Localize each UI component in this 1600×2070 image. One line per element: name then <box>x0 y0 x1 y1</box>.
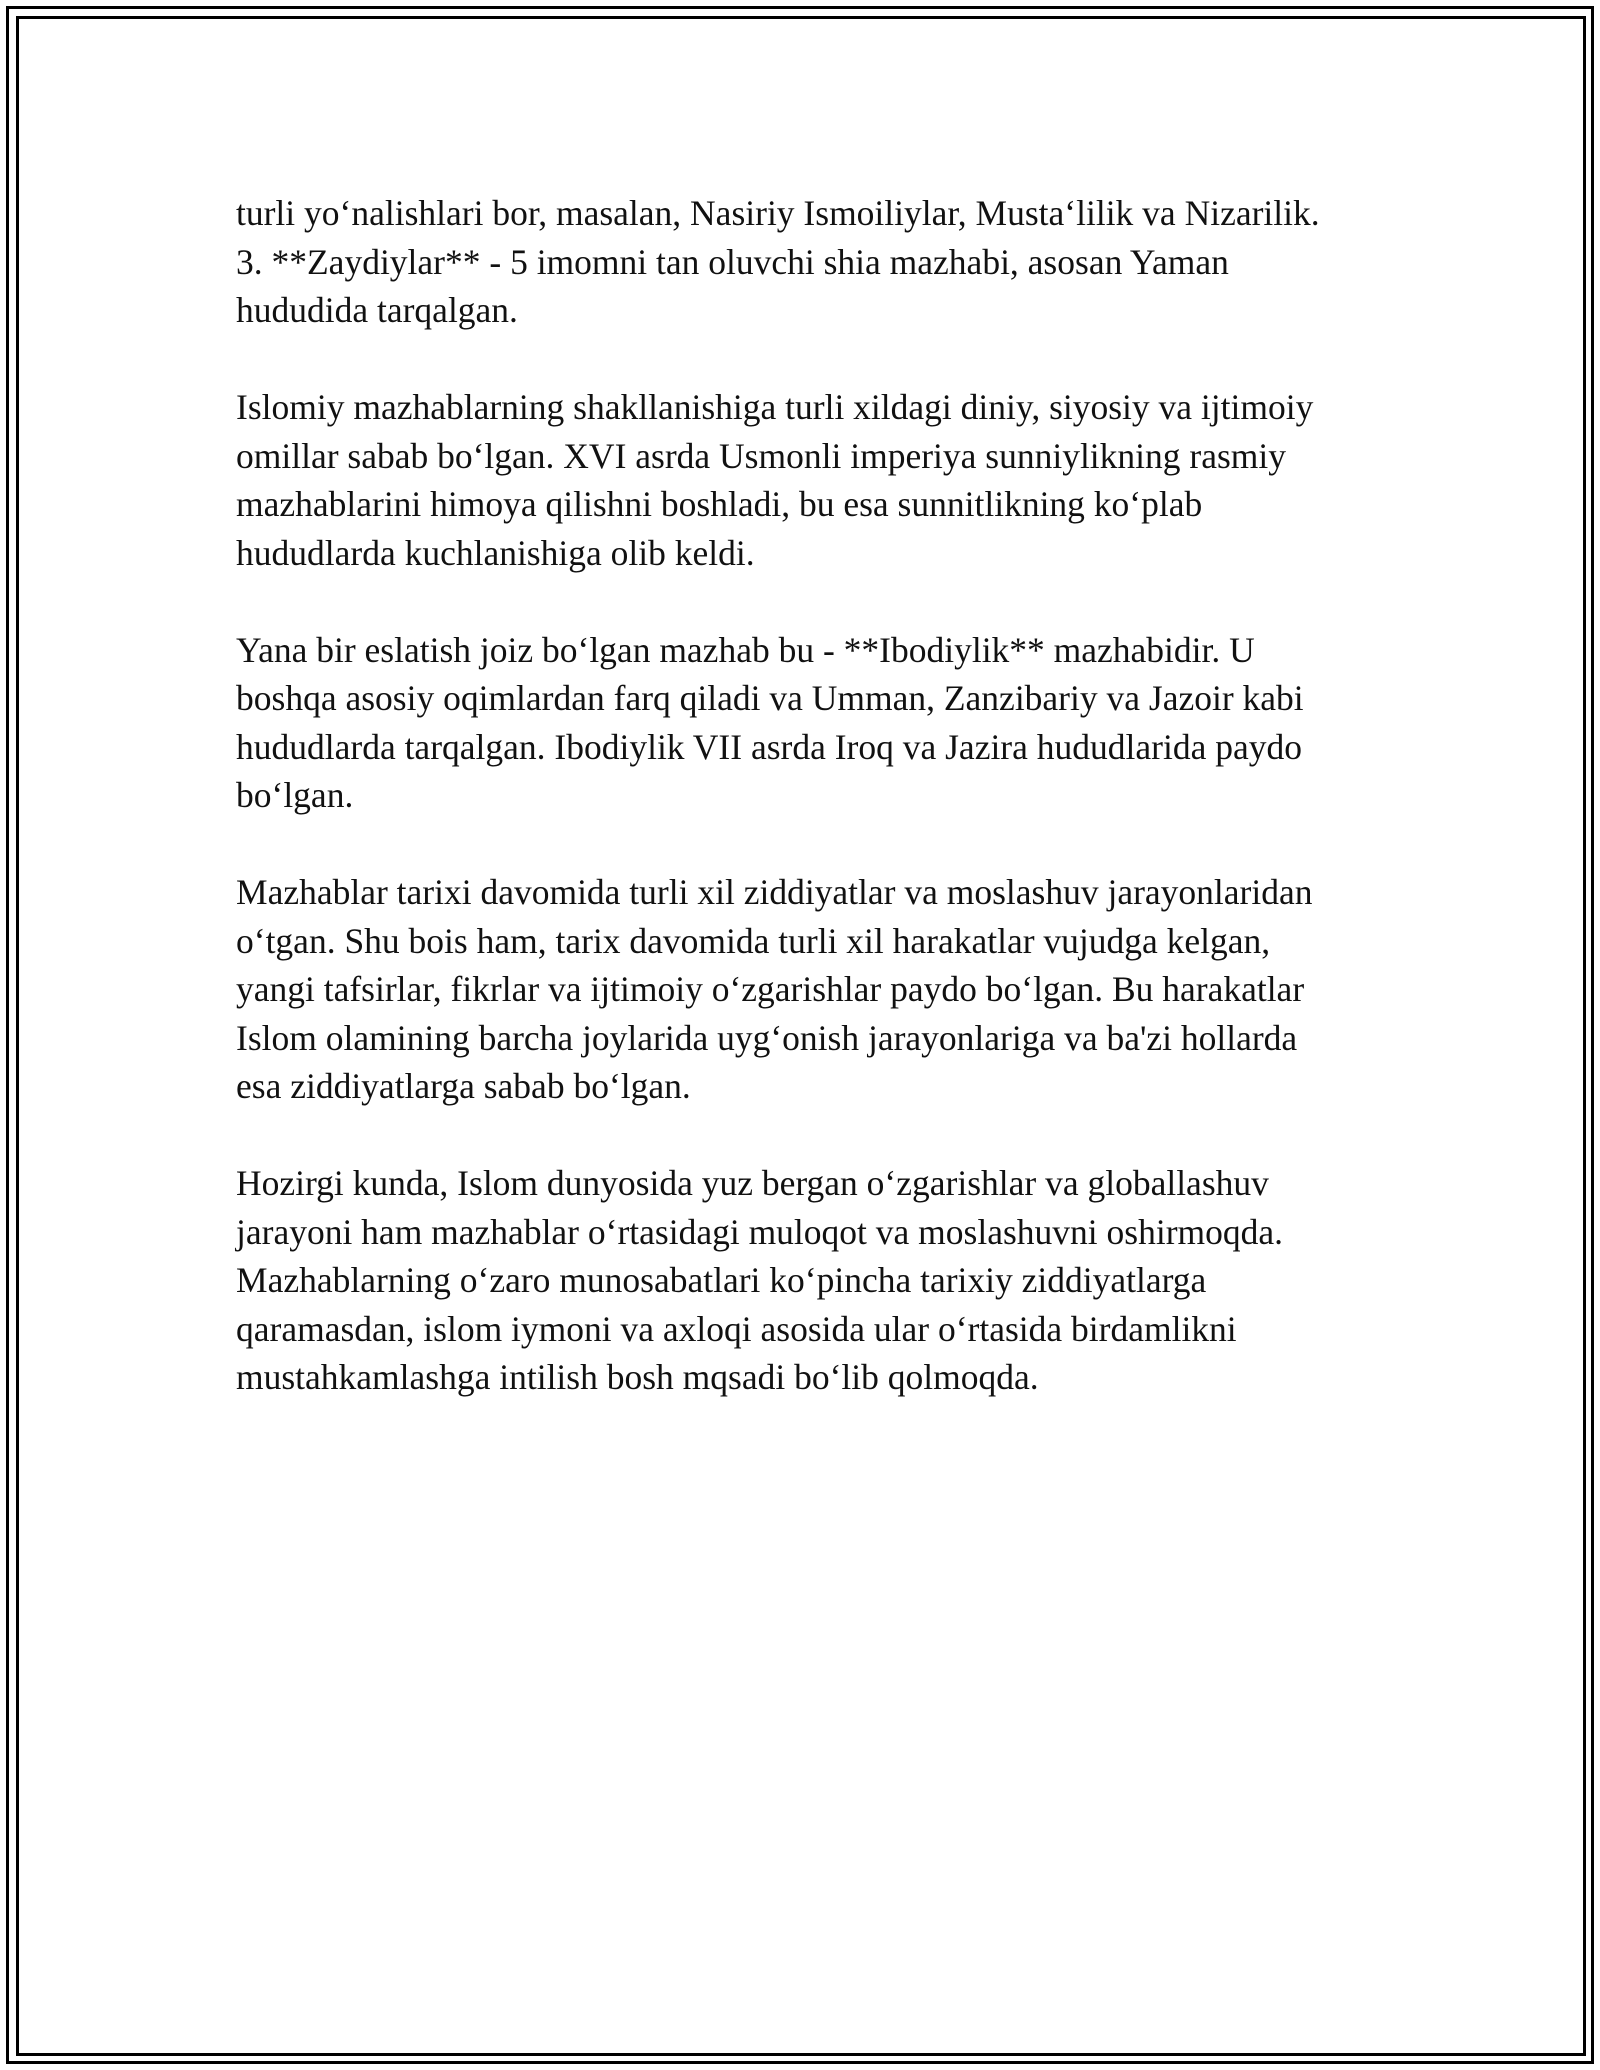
text-line: bo‘lgan. <box>236 775 354 815</box>
text-line: o‘tgan. Shu bois ham, tarix davomida turli xil harakatlar vujudga kelgan, <box>236 920 1271 961</box>
document-body <box>236 189 1386 1450</box>
paragraph-mazhablar-tarixi <box>236 868 1386 1111</box>
text-line: Islomiy mazhablarning shakllanishiga turli xildagi diniy, siyosiy va ijtimoiy <box>236 387 1314 427</box>
text-line: mustahkamlashga intilish bosh mqsadi bo‘lib qolmoqda. <box>236 1357 1039 1397</box>
text-line: omillar sabab bo‘lgan. XVI asrda Usmonli imperiya sunniylikning rasmiy <box>236 435 1287 476</box>
paragraph-ismoiliylar-zaydiylar <box>236 189 1386 335</box>
text-line: esa ziddiyatlarga sabab bo‘lgan. <box>236 1066 691 1106</box>
text-line: hududlarda tarqalgan. Ibodiylik VII asrda Iroq va Jazira hududlarida paydo <box>236 726 1302 767</box>
text-line: turli yo‘nalishlari bor, masalan, Nasiriy Ismoiliylar, Musta‘lilik va Nizarilik. <box>236 193 1320 233</box>
text-line: Mazhablar tarixi davomida turli xil ziddiyatlar va moslashuv jarayonlaridan <box>236 872 1313 912</box>
paragraph-ibodiylik <box>236 626 1386 820</box>
text-line: Hozirgi kunda, Islom dunyosida yuz bergan o‘zgarishlar va globallashuv <box>236 1163 1269 1203</box>
text-line: Mazhablarning o‘zaro munosabatlari ko‘pincha tarixiy ziddiyatlarga <box>236 1260 1207 1300</box>
text-line: Yana bir eslatish joiz bo‘lgan mazhab bu - **Ibodiylik** mazhabidir. U <box>236 629 1255 670</box>
paragraph-hozirgi-kunda <box>236 1159 1386 1402</box>
text-line: hududlarda kuchlanishiga olib keldi. <box>236 532 755 573</box>
text-line: jarayoni ham mazhablar o‘rtasidagi muloqot va moslashuvni oshirmoqda. <box>236 1211 1284 1252</box>
text-line: 3. **Zaydiylar** - 5 imomni tan oluvchi shia mazhabi, asosan Yaman <box>236 241 1229 282</box>
text-line: yangi tafsirlar, fikrlar va ijtimoiy o‘zgarishlar paydo bo‘lgan. Bu harakatlar <box>236 969 1305 1009</box>
text-line: hududida tarqalgan. <box>236 290 518 330</box>
text-line: qaramasdan, islom iymoni va axloqi asosida ular o‘rtasida birdamlikni <box>236 1308 1237 1349</box>
paragraph-mazhablar-shakllanishi <box>236 383 1386 577</box>
text-line: boshqa asosiy oqimlardan farq qiladi va Umman, Zanzibariy va Jazoir kabi <box>236 678 1304 718</box>
text-line: Islom olamining barcha joylarida uyg‘onish jarayonlariga va ba'zi hollarda <box>236 1017 1298 1058</box>
text-line: mazhablarini himoya qilishni boshladi, bu esa sunnitlikning ko‘plab <box>236 484 1203 524</box>
